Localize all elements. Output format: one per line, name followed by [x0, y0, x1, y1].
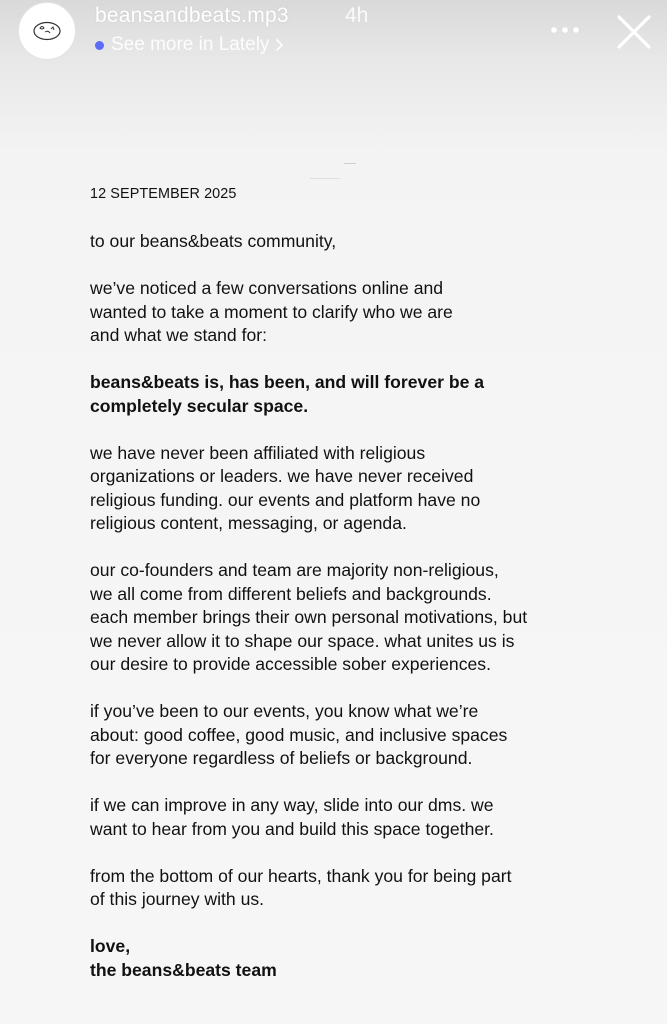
- letter-date: 12 SEPTEMBER 2025: [90, 186, 237, 202]
- divider: [310, 178, 340, 179]
- letter-paragraph: we have never been affiliated with religious organizations or leaders. we have never received religious funding. our events and platform have no religious content, messaging, or agenda.: [90, 442, 481, 533]
- story-time-ago: 4h: [345, 4, 369, 27]
- divider: [344, 163, 356, 164]
- statement-letter: [90, 184, 620, 982]
- letter-signoff: love, the beans&beats team: [90, 936, 277, 980]
- beans-and-beats-logo-icon: [32, 20, 62, 42]
- letter-paragraph: our co-founders and team are majority non-religious, we all come from different beliefs and backgrounds. each member brings their own personal motivations, but we never allow it to shape our space. what unites us is our desire to provide accessible sober experiences.: [90, 560, 528, 674]
- chevron-right-icon: [275, 38, 284, 52]
- avatar[interactable]: [18, 2, 76, 60]
- letter-paragraph: if we can improve in any way, slide into our dms. we want to hear from you and build this space together.: [90, 795, 494, 839]
- letter-paragraph: if you’ve been to our events, you know what we’re about: good coffee, good music, and inclusive spaces for everyone regardless of beliefs or background.: [90, 701, 508, 768]
- more-horizontal-icon: [550, 26, 580, 34]
- lately-dot-icon: [95, 41, 104, 50]
- story-username[interactable]: beansandbeats.mp3: [95, 4, 289, 27]
- close-icon: [616, 14, 652, 50]
- letter-paragraph: from the bottom of our hearts, thank you for being part of this journey with us.: [90, 865, 512, 909]
- letter-bold-statement: beans&beats is, has been, and will forever be a completely secular space.: [90, 372, 485, 416]
- see-more-in-lately-link[interactable]: [95, 34, 284, 56]
- more-options-button[interactable]: [548, 18, 582, 42]
- close-button[interactable]: [612, 10, 656, 54]
- letter-paragraph: we’ve noticed a few conversations online and wanted to take a moment to clarify who we are and what we stand for:: [90, 278, 453, 345]
- story-header: [0, 0, 667, 70]
- letter-greeting: to our beans&beats community,: [90, 231, 337, 251]
- lately-link-label: See more in Lately: [111, 34, 270, 55]
